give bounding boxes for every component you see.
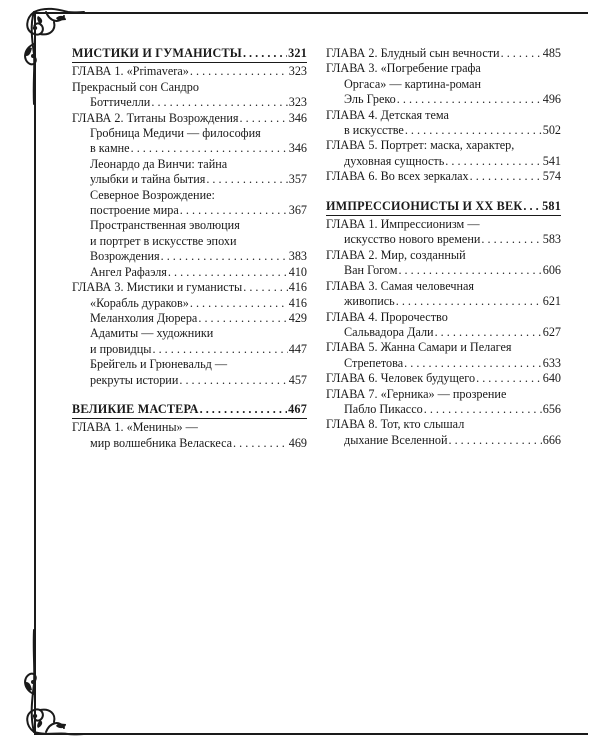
entry-title: Пространственная эволюция [90, 218, 240, 233]
entry-title: ГЛАВА 6. Во всех зеркалах [326, 169, 469, 184]
leader-dots [243, 46, 287, 61]
entry-page: 502 [542, 123, 561, 138]
toc-entry[interactable] [326, 387, 561, 418]
entry-page: 583 [542, 232, 561, 247]
leader-dots [200, 402, 288, 417]
part-page: 581 [542, 198, 561, 213]
entry-page: 541 [542, 153, 561, 168]
entry-title: искусство нового времени [344, 232, 481, 247]
part-heading-impressionists[interactable] [326, 199, 561, 214]
leader-dots [405, 123, 542, 138]
entry-page: 640 [542, 371, 561, 386]
entry-title: Прекрасный сон Сандро [72, 79, 199, 94]
entry-title: Леонардо да Винчи: тайна [90, 156, 228, 171]
leader-dots [523, 199, 541, 214]
entry-page: 496 [542, 92, 561, 107]
entry-title: Гробница Медичи — философия [90, 126, 261, 141]
entry-page: 606 [542, 263, 561, 278]
entry-title: Меланхолия Дюрера [90, 310, 198, 325]
entry-title: Боттичелли [90, 95, 151, 110]
toc-entry[interactable] [72, 311, 307, 326]
entry-title: ГЛАВА 4. Детская тема [326, 107, 449, 122]
leader-dots [168, 265, 288, 280]
entry-title: ГЛАВА 4. Пророчество [326, 309, 448, 324]
entry-title: «Корабль дураков» [90, 295, 189, 310]
toc-column-left [72, 46, 307, 451]
entry-title: ГЛАВА 2. Титаны Возрождения [72, 110, 239, 125]
entry-title: Оргаса» — картина-роман [344, 76, 482, 91]
toc-entry[interactable] [326, 248, 561, 279]
entry-page: 469 [288, 435, 307, 450]
entry-title: Адамиты — художники [90, 326, 214, 341]
leader-dots [151, 95, 287, 110]
entry-title: мир волшебника Веласкеса [90, 435, 233, 450]
leader-dots [470, 169, 542, 184]
leader-dots [397, 92, 542, 107]
entry-title: Северное Возрождение: [90, 187, 215, 202]
frame-left-rule [34, 12, 36, 734]
toc-entry[interactable] [72, 157, 307, 188]
entry-page: 621 [542, 294, 561, 309]
entry-title: живопись [344, 294, 395, 309]
entry-title: Стрепетова [344, 355, 404, 370]
entry-page: 346 [288, 110, 307, 125]
entry-title: ГЛАВА 6. Человек будущего [326, 371, 476, 386]
part-divider [326, 215, 561, 216]
entry-title: и провидцы [90, 341, 152, 356]
part-title: ИМПРЕССИОНИСТЫ И XX ВЕК [326, 198, 523, 213]
leader-dots [404, 356, 542, 371]
entry-title: и портрет в искусстве эпохи [90, 233, 237, 248]
toc-entry[interactable] [72, 111, 307, 126]
entry-title: ГЛАВА 1. «Primavera» [72, 64, 189, 79]
leader-dots [233, 436, 288, 451]
frame-bottom-rule [34, 733, 588, 735]
leader-dots [190, 64, 288, 79]
leader-dots [179, 373, 287, 388]
entry-title: ГЛАВА 3. Самая человечная [326, 278, 474, 293]
frame-top-rule [34, 12, 588, 14]
entry-title: рекруты истории [90, 372, 179, 387]
toc-entry[interactable] [72, 218, 307, 264]
toc-entry[interactable] [326, 279, 561, 310]
toc-entry[interactable] [326, 61, 561, 107]
part-title: МИСТИКИ И ГУМАНИСТЫ [72, 46, 242, 60]
part-page: 467 [288, 401, 307, 416]
toc-entry[interactable] [326, 371, 561, 386]
entry-title: духовная сущность [344, 153, 445, 168]
leader-dots [240, 111, 288, 126]
toc-entry[interactable] [72, 326, 307, 357]
entry-title: ГЛАВА 1. «Менины» — [72, 420, 198, 435]
entry-page: 627 [542, 324, 561, 339]
leader-dots [396, 294, 542, 309]
corner-ornament-bottom-icon [16, 628, 86, 743]
leader-dots [161, 249, 288, 264]
toc-entry[interactable] [72, 188, 307, 219]
part-divider [72, 418, 307, 419]
toc-entry[interactable] [72, 80, 307, 111]
toc-entry[interactable] [326, 217, 561, 248]
entry-title: в искусстве [344, 123, 404, 138]
leader-dots [243, 280, 288, 295]
entry-title: ГЛАВА 1. Импрессионизм — [326, 217, 480, 232]
leader-dots [435, 325, 542, 340]
toc-entry[interactable] [72, 280, 307, 295]
entry-title: Брейгель и Грюневальд — [90, 357, 228, 372]
leader-dots [481, 232, 541, 247]
entry-title: ГЛАВА 8. Тот, кто слышал [326, 417, 465, 432]
entry-page: 447 [288, 341, 307, 356]
entry-title: Возрождения [90, 249, 160, 264]
entry-page: 429 [288, 310, 307, 325]
entry-title: ГЛАВА 3. «Погребение графа [326, 61, 481, 76]
toc-entry[interactable] [326, 340, 561, 371]
leader-dots [131, 141, 288, 156]
leader-dots [398, 263, 541, 278]
toc-entry[interactable] [326, 46, 561, 61]
entry-title: в камне [90, 141, 130, 156]
part-title: ВЕЛИКИЕ МАСТЕРА [72, 401, 199, 416]
entry-page: 457 [288, 372, 307, 387]
leader-dots [206, 172, 287, 187]
leader-dots [448, 433, 541, 448]
entry-page: 666 [542, 432, 561, 447]
entry-page: 416 [288, 280, 307, 295]
leader-dots [152, 342, 287, 357]
entry-page: 633 [542, 355, 561, 370]
leader-dots [180, 203, 288, 218]
toc-entry[interactable] [72, 126, 307, 157]
part-divider [72, 62, 307, 63]
leader-dots [501, 46, 542, 61]
entry-title: Ван Гогом [344, 263, 398, 278]
leader-dots [198, 311, 287, 326]
part-heading-mystics[interactable] [72, 46, 307, 61]
entry-title: улыбки и тайна бытия [90, 172, 206, 187]
toc-column-right [326, 46, 561, 448]
entry-page: 383 [288, 249, 307, 264]
leader-dots [424, 402, 542, 417]
entry-title: Сальвадора Дали [344, 324, 434, 339]
toc-entry[interactable] [72, 357, 307, 388]
entry-page: 357 [288, 172, 307, 187]
entry-title: дыхание Вселенной [344, 432, 448, 447]
toc-entry[interactable] [72, 420, 307, 451]
entry-title: Эль Греко [344, 92, 396, 107]
entry-page: 656 [542, 401, 561, 416]
entry-title: Пабло Пикассо [344, 401, 423, 416]
leader-dots [445, 154, 541, 169]
part-page: 321 [288, 46, 307, 60]
entry-title: построение мира [90, 203, 179, 218]
toc-entry[interactable] [326, 310, 561, 341]
entry-title: ГЛАВА 7. «Герника» — прозрение [326, 386, 507, 401]
leader-dots [190, 296, 288, 311]
entry-page: 485 [542, 46, 561, 60]
entry-page: 367 [288, 203, 307, 218]
leader-dots [476, 371, 542, 386]
toc-entry[interactable] [326, 169, 561, 184]
entry-page: 574 [542, 169, 561, 184]
entry-title: Ангел Рафаэля [90, 264, 167, 279]
part-heading-great-masters[interactable] [72, 402, 307, 417]
toc-entry[interactable] [326, 108, 561, 139]
entry-title: ГЛАВА 3. Мистики и гуманисты [72, 280, 243, 295]
toc-entry[interactable] [326, 417, 561, 448]
entry-page: 410 [288, 264, 307, 279]
entry-page: 323 [288, 64, 307, 79]
entry-title: ГЛАВА 5. Портрет: маска, характер, [326, 138, 515, 153]
entry-title: ГЛАВА 5. Жанна Самари и Пелагея [326, 340, 512, 355]
entry-title: ГЛАВА 2. Блудный сын вечности [326, 46, 500, 60]
entry-page: 346 [288, 141, 307, 156]
toc-entry[interactable] [326, 138, 561, 169]
toc-entry[interactable] [72, 265, 307, 280]
entry-page: 416 [288, 295, 307, 310]
entry-page: 323 [288, 95, 307, 110]
toc-entry[interactable] [72, 64, 307, 79]
toc-entry[interactable] [72, 296, 307, 311]
entry-title: ГЛАВА 2. Мир, созданный [326, 247, 466, 262]
